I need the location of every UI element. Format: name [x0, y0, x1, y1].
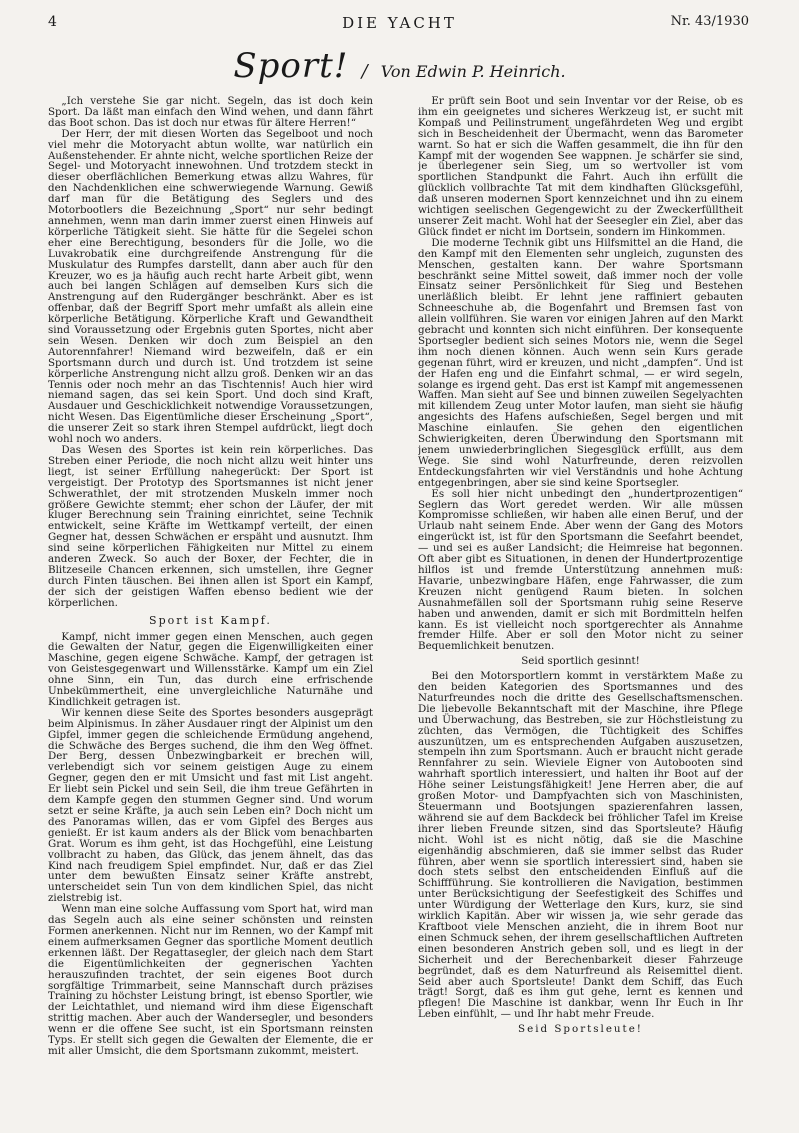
paragraph: Kampf, nicht immer gegen einen Menschen, auch gegen die Gewalten der Natur, gegen die Eigenwilligkeiten einer Maschine, gegen eigene Schwäche. Kampf, der getragen ist von Geistesgegenwart und Willensstärke. Kampf um ein Ziel ohne Sinn, ein Tun, das durch eine erfrischende Unbekümmertheit, eine unvergleichliche Naturnähe und Kindlichkeit getragen ist. [48, 630, 373, 708]
centered-slogan: Seid sportlich gesinnt! [521, 655, 640, 668]
page-number: 4 [48, 14, 57, 30]
paragraph: „Ich verstehe Sie gar nicht. Segeln, das ist doch kein Sport. Da läßt man einfach den Wind wehen, und dann fährt das Boot schon. Das ist doch nur etwas für ältere Herren!“ [48, 96, 373, 129]
paragraph: Wenn man eine solche Auffassung vom Sport hat, wird man das Segeln auch als eine seiner schönsten und reinsten Formen anerkennen. Nicht nur im Rennen, wo der Kampf mit einem aufmerksamen Gegner das sportliche Moment deutlich erkennen läßt. Der Regattasegler, der gleich nach dem Start die Eigentümlichkeiten der gegnerischen Yachten herauszufinden trachtet, der sein eigenes Boot durch sorgfältige Trimmarbeit, seine Mannschaft durch präzises Training zu höchster Leistung bringt, ist ebenso Sportler, wie der Leichtathlet, und niemand wird ihm diese Eigenschaft strittig machen. Aber auch der Wandersegler, und besonders wenn er die offene See sucht, ist ein Sportsmann reinsten Typs. Er stellt sich gegen die Gewalten der Elemente, die er mit aller Umsicht, die dem Sportsmann zukommt, meistert. [48, 903, 373, 1057]
page-header [0, 14, 799, 36]
paragraph: Das Wesen des Sportes ist kein rein körperliches. Das Streben einer Periode, die noch nicht allzu weit hinter uns liegt, ist seiner Erfüllung nahegerückt: Der Sport ist vergeistigt. Der Prototyp des Sportsmannes ist nicht jener Schwerathlet, der mit strotzenden Muskeln immer noch größere Gewichte stemmt; eher schon der Läufer, der mit kluger Berechnung sein Training einrichtet, seine Technik entwickelt, seine Kräfte im Wettkampf verteilt, der einen Gegner hat, dessen Schwächen er erspäht und ausnutzt. Ihm sind seine körperlichen Fähigkeiten nur Mittel zu einem anderen Zweck. So auch der Boxer, der Fechter, die in Blitzeseile Chancen erkennen, sich umstellen, ihre Gegner durch Finten täuschen. Bei ihnen allen ist Sport ein Kampf, der sich der geistigen Waffen ebenso bedient wie der körperlichen. [48, 444, 373, 609]
article-author: Von Edwin P. Heinrich. [380, 62, 566, 81]
closing-slogan: Seid Sportsleute! [518, 1023, 643, 1036]
magazine-name: DIE YACHT [342, 14, 457, 32]
title-separator: / [361, 61, 368, 82]
paragraph: Wir kennen diese Seite des Sportes besonders ausgeprägt beim Alpinismus. In zäher Ausdauer ringt der Alpinist um den Gipfel, immer gegen die schleichende Ermüdung angehend, die Schwäche des Berges suchend, die ihm den Weg öffnet. Der Berg, dessen Unbezwingbarkeit er brechen will, verlebendigt sich vor seinem geistigen Auge zu einem Gegner, gegen den er mit Umsicht und fast mit List angeht. Er liebt sein Pickel und sein Seil, die ihm treue Gefährten in dem Kampfe gegen den stummen Gegner sind. Und worum setzt er seine Kräfte, ja auch sein Leben ein? Doch nicht um des Panoramas willen, das er vom Gipfel des Berges aus genießt. Er ist kaum anders als der Blick vom benachbarten Grat. Worum es ihm geht, ist das Hochgefühl, eine Leistung vollbracht zu haben, das Glück, das jenem ähnelt, das das Kind nach freudigem Spiel empfindet. Nur, daß er das Ziel unter dem bewußten Einsatz seiner Kräfte anstrebt, unterscheidet sein Tun von dem kindlichen Spiel, das nicht zielstrebig ist. [48, 706, 373, 905]
article-title: Sport! [233, 46, 349, 86]
issue-number: Nr. 43/1930 [670, 14, 749, 29]
paragraph: Er prüft sein Boot und sein Inventar vor der Reise, ob es ihm ein geeignetes und sicheres Werkzeug ist, er sucht mit Kompaß und Peilinstrument ungefährdeten Weg und ergibt sich in Bescheidenheit der Übermacht, wenn das Barometer warnt. So hat er sich die Waffen gesammelt, die ihn für den Kampf mit der wogenden See wappnen. Je schärfer sie sind, je überlegener sein Sieg, um so wertvoller ist vom sportlichen Standpunkt die Fahrt. Auch ihn erfüllt die glücklich vollbrachte Tat mit dem kindhaften Glücksgefühl, daß unseren modernen Sport kennzeichnet und ihn zu einem wichtigen seelischen Gegengewicht zu der Zweckerfülltheit unserer Zeit macht. Wohl hat der Seesegler ein Ziel, aber das Glück findet er nicht im Dortsein, sondern im Hinkommen. [418, 96, 743, 238]
paragraph: Die moderne Technik gibt uns Hilfsmittel an die Hand, die den Kampf mit den Elementen sehr ungleich, zugunsten des Menschen, gestalten kann. Der wahre Sportsmann beschränkt seine Mittel soweit, daß immer noch der volle Einsatz seiner Persönlichkeit für Sieg und Bestehen unerläßlich bleibt. Er lehnt jene raffiniert gebauten Schneeschuhe ab, die Bogenfahrt und Bremsen fast von allein vollführen. Sie waren vor einigen Jahren auf den Markt gebracht und konnten sich nicht einführen. Der konsequente Sportsegler bedient sich seines Motors nie, wenn die Segel ihm noch dienen können. Auch wenn sein Kurs gerade gegenan führt, wird er kreuzen, und nicht „dampfen“. Und ist der Hafen eng und die Einfahrt schmal, — er wird segeln, solange es irgend geht. Das erst ist Kampf mit angemessenen Waffen. Man sieht auf See und binnen zuweilen Segelyachten mit killendem Zeug unter Motor laufen, man sieht sie häufig angesichts des Hafens aufschießen, Segel bergen und mit Maschine einlaufen. Sie gehen den eigentlichen Schwierigkeiten, deren Überwindung den Sportsmann mit jenem unwiederbringlichen Siegesglück erfüllt, aus dem Wege. Sie sind wohl Naturfreunde, deren reizvollen Entdeckungsfahrten wir viel Verständnis und hohe Achtung entgegenbringen, aber sie sind keine Sportsegler. [418, 236, 743, 489]
paragraph: Es soll hier nicht unbedingt den „hundertprozentigen“ Seglern das Wort geredet werden. Wir alle müssen Kompromisse schließen, wir haben alle einen Beruf, und der Urlaub naht seinem Ende. Aber wenn der Gang des Motors eingerückt ist, ist für den Sportsmann die Seefahrt beendet, — und sei es außer Landsicht; die Heimreise hat begonnen. Oft aber gibt es Situationen, in denen der Hundertprozentige hilflos ist und fremde Unterstützung annehmen muß: Havarie, unbezwingbare Häfen, enge Fahrwasser, die zum Kreuzen nicht genügend Raum bieten. In solchen Ausnahmefällen soll der Sportsmann ruhig seine Reserve haben und anwenden, damit er sich mit Bordmitteln helfen kann. Es ist vielleicht noch sportgerechter als Annahme fremder Hilfe. Aber er soll den Motor nicht zu seiner Bequemlichkeit benutzen. [418, 487, 743, 653]
section-heading: Sport ist Kampf. [149, 613, 272, 627]
article-title-bar [0, 46, 799, 96]
paragraph: Bei den Motorsportlern kommt in verstärktem Maße zu den beiden Kategorien des Sportsmannes und des Naturfreundes noch die dritte des Gesellschaftsmenschen. Die liebevolle Bekanntschaft mit der Maschine, ihre Pflege und Überwachung, das Bestreben, sie zur Höchstleistung zu züchten, das Vermögen, die Tüchtigkeit des Schiffes auszunützen, um es entsprechenden Aufgaben auszusetzen, stempeln ihn zum Sportsmann. Auch er braucht nicht gerade Rennfahrer zu sein. Wieviele Eigner von Autobooten sind wahrhaft sportlich interessiert, und halten ihr Boot auf der Höhe seiner Leistungsfähigkeit! Jene Herren aber, die auf großen Motor- und Dampfyachten sich von Maschinisten, Steuermann und Bootsjungen spazierenfahren lassen, während sie auf dem Backdeck bei fröhlicher Tafel im Kreise ihrer lieben Freunde sitzen, sind das Sportsleute? Häufig nicht. Wohl ist es nicht nötig, daß sie die Maschine eigenhändig abschmieren, daß sie immer selbst das Ruder führen, aber wenn sie sportlich interessiert sind, haben sie doch stets selbst den entscheidenden Einfluß auf die Schiffführung. Sie kontrollieren die Navigation, bestimmen unter Berücksichtigung der Seefestigkeit des Schiffes und unter Würdigung der Wetterlage den Kurs, kurz, sie sind wirklich Kapitän. Aber wir wissen ja, wie sehr gerade das Kraftboot viele Menschen anzieht, die in ihrem Boot nur einen Schmuck sehen, der ihrem gesellschaftlichen Auftreten einen besonderen Anstrich geben soll, und es liegt in der Sicherheit und der Berechenbarkeit dieser Fahrzeuge begründet, daß es dem Naturfreund als Reisemittel dient. Seid aber auch Sportsleute! Dankt dem Schiff, das Euch trägt! Sorgt, daß es ihm gut gehe, lernt es kennen und pflegen! Die Maschine ist dankbar, wenn Ihr Euch in Ihr Leben einfühlt, — und Ihr habt mehr Freude. [418, 670, 743, 1021]
paragraph: Der Herr, der mit diesen Worten das Segelboot und noch viel mehr die Motoryacht abtun wollte, war natürlich ein Außenstehender. Er ahnte nicht, welche sportlichen Reize der Segel- und Motoryacht innewohnen. Und trotzdem steckt in dieser oberflächlichen Bemerkung etwas allzu Wahres, für den Nachdenklichen eine schwerwiegende Warnung. Gewiß darf man für die Betätigung des Seglers und des Motorbootlers die Bezeichnung „Sport“ nur sehr bedingt annehmen, wenn man darin immer zuerst einen Hinweis auf körperliche Tätigkeit sieht. Sie hätte für die Segelei schon eher eine Berechtigung, besonders für die Jolle, wo die Luvakrobatik eine durchgreifende Anstrengung für die Muskulatur des Rumpfes darstellt, dann aber auch für den Kreuzer, wo es ja häufig auch recht harte Arbeit gibt, wenn auch bei langen Schlägen auf demselben Kurs sich die Anstrengung auf den Rudergänger beschränkt. Aber es ist offenbar, daß der Begriff Sport mehr umfaßt als allein eine körperliche Betätigung. Körperliche Kraft und Gewandtheit sind Voraussetzung oder Ergebnis guten Sportes, nicht aber sein Wesen. Denken wir doch zum Beispiel an den Autorennfahrer! Niemand wird bezweifeln, daß er ein Sportsmann durch und durch ist. Und trotzdem ist seine körperliche Anstrengung nicht allzu groß. Denken wir an das Tennis oder noch mehr an das Tischtennis! Auch hier wird niemand sagen, das sei kein Sport. Und doch sind Kraft, Ausdauer und Geschicklichkeit notwendige Voraussetzungen, nicht Wesen. Das Eigentümliche dieser Erscheinung „Sport“, die unserer Zeit so stark ihren Stempel aufdrückt, liegt doch wohl noch wo anders. [48, 127, 373, 446]
left-column [48, 96, 373, 1116]
right-column [418, 96, 743, 1116]
